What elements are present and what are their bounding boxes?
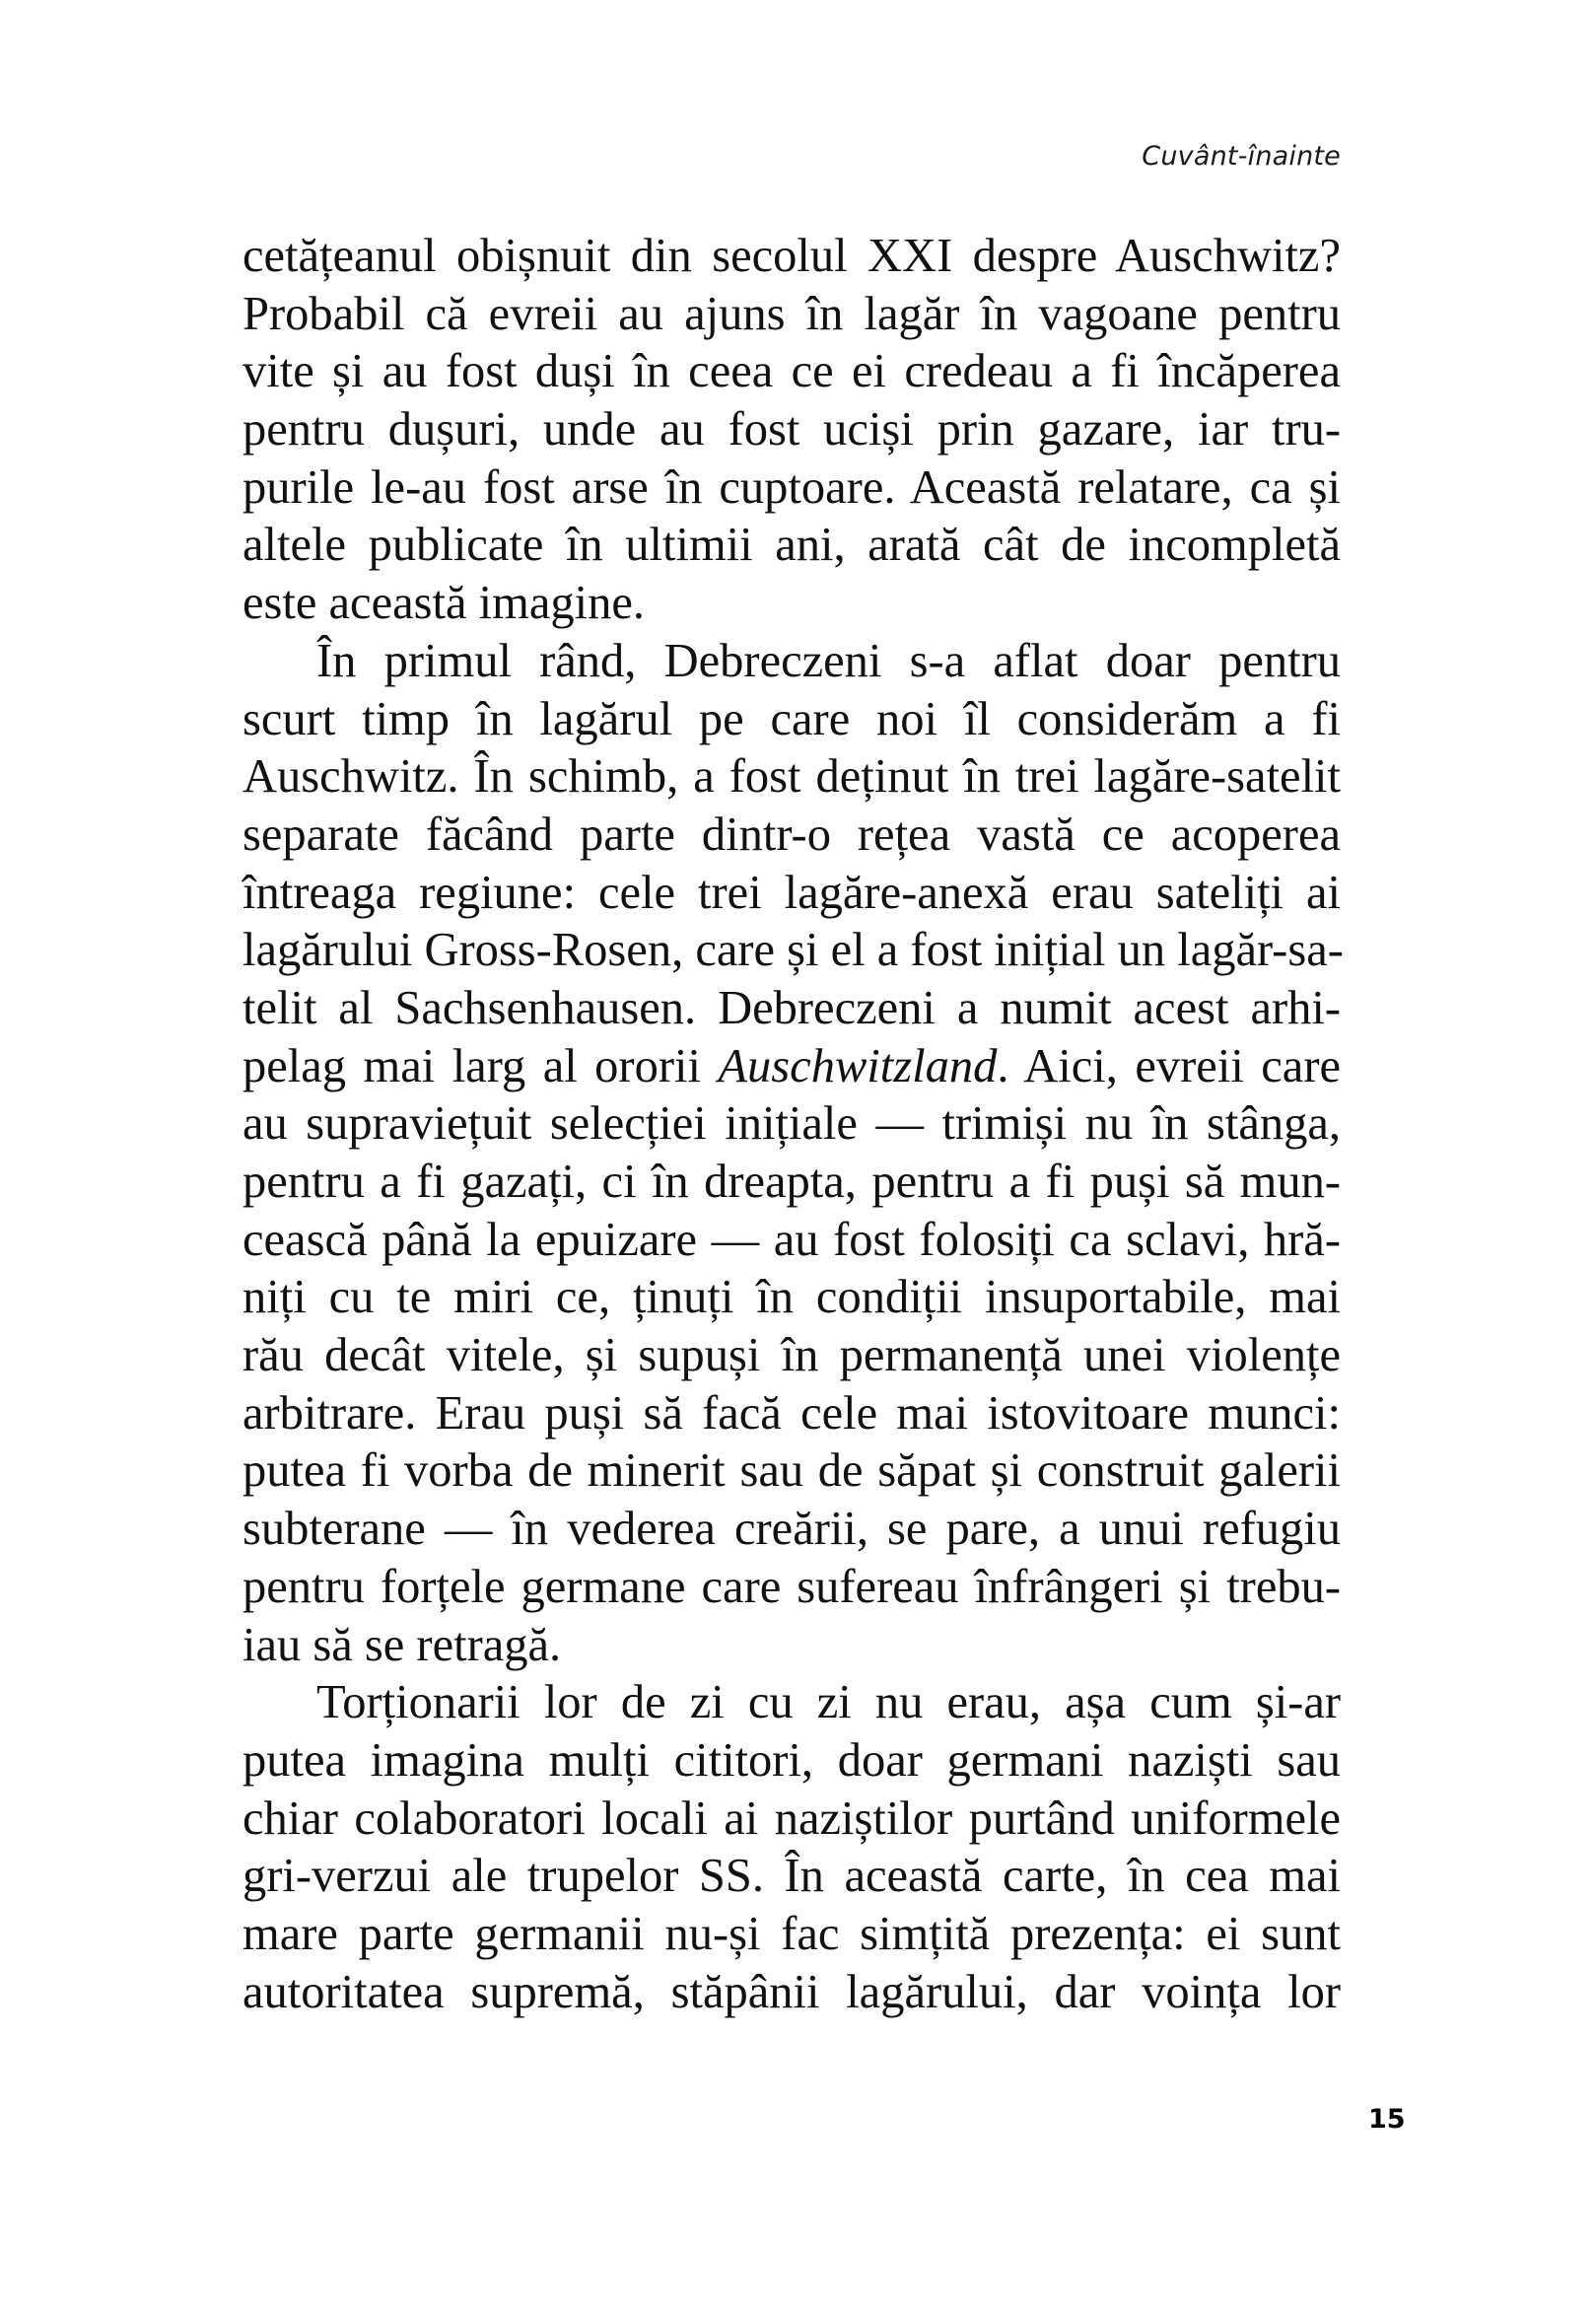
text-line: Auschwitz. În schimb, a fost deținut în trei lagăre-satelit <box>243 750 1341 804</box>
text-line: putea imagina mulți cititori, doar germani naziști sau <box>243 1733 1341 1787</box>
text-line: cească până la epuizare — au fost folosiți ca sclavi, hră- <box>243 1213 1341 1266</box>
text-line: subterane — în vederea creării, se pare, a unui refugiu <box>243 1503 1341 1556</box>
text-line-with-italic <box>243 1038 1341 1096</box>
text-line: telit al Sachsenhausen. Debreczeni a numit acest arhi- <box>243 981 1341 1034</box>
text-line: este această imagine. <box>243 577 645 630</box>
text-line: În primul rând, Debreczeni s-a aflat doar pentru <box>316 634 1341 687</box>
text-line: pentru forțele germane care sufereau înfrângeri și trebu- <box>243 1560 1341 1613</box>
text-line: altele publicate în ultimii ani, arată cât de incompletă <box>243 519 1341 572</box>
text-run: . Aici, evreii care <box>997 1039 1341 1092</box>
text-line: iau să se retragă. <box>243 1618 562 1671</box>
paragraph <box>243 1674 1341 2021</box>
text-line: întreaga regiune: cele trei lagăre-anexă erau sateliți ai <box>243 866 1341 919</box>
text-line: au supraviețuit selecției inițiale — trimiși nu în stânga, <box>243 1097 1341 1151</box>
paragraph <box>243 228 1341 633</box>
text-line: pentru a fi gazați, ci în dreapta, pentru a fi puși să mun- <box>243 1156 1341 1208</box>
text-line: gri-verzui ale trupelor SS. În această carte, în cea mai <box>243 1850 1341 1903</box>
text-line: separate făcând parte dintr-o rețea vastă ce acoperea <box>243 808 1341 861</box>
paragraph <box>243 633 1344 1674</box>
body-text <box>243 228 1344 2021</box>
text-line: chiar colaboratori locali ai naziștilor purtând uniformele <box>243 1791 1341 1845</box>
text-line: putea fi vorba de minerit sau de săpat și construit galerii <box>243 1444 1341 1498</box>
text-line: niți cu te miri ce, ținuți în condiții insuportabile, mai <box>243 1271 1341 1324</box>
text-line: arbitrare. Erau puși să facă cele mai istovitoare munci: <box>243 1386 1341 1440</box>
page-number: 15 <box>1368 2104 1406 2135</box>
text-line: purile le-au fost arse în cuptoare. Această relatare, ca și <box>243 460 1341 514</box>
text-line: vite și au fost duși în ceea ce ei credeau a fi încăperea <box>243 345 1341 398</box>
text-line: autoritatea supremă, stăpânii lagărului, dar voința lor <box>243 1965 1341 2018</box>
text-line: scurt timp în lagărul pe care noi îl considerăm a fi <box>243 692 1341 745</box>
text-run: pelag mai larg al ororii <box>243 1039 719 1092</box>
text-line: pentru dușuri, unde au fost uciși prin gazare, iar tru- <box>243 403 1341 457</box>
italic-term: Auschwitzland <box>718 1039 998 1092</box>
text-line: rău decât vitele, și supuși în permanență unei violențe <box>243 1329 1341 1382</box>
text-line: Torționarii lor de zi cu zi nu erau, așa cum și-ar <box>316 1676 1341 1729</box>
text-line: lagărului Gross-Rosen, care și el a fost inițial un lagăr-sa- <box>243 924 1344 977</box>
text-line: Probabil că evreii au ajuns în lagăr în vagoane pentru <box>243 287 1341 340</box>
running-head-title: Cuvânt-înainte <box>1142 141 1341 172</box>
text-line: cetățeanul obișnuit din secolul XXI despre Auschwitz? <box>243 230 1341 282</box>
text-line: mare parte germanii nu-și fac simțită prezența: ei sunt <box>243 1907 1341 1960</box>
